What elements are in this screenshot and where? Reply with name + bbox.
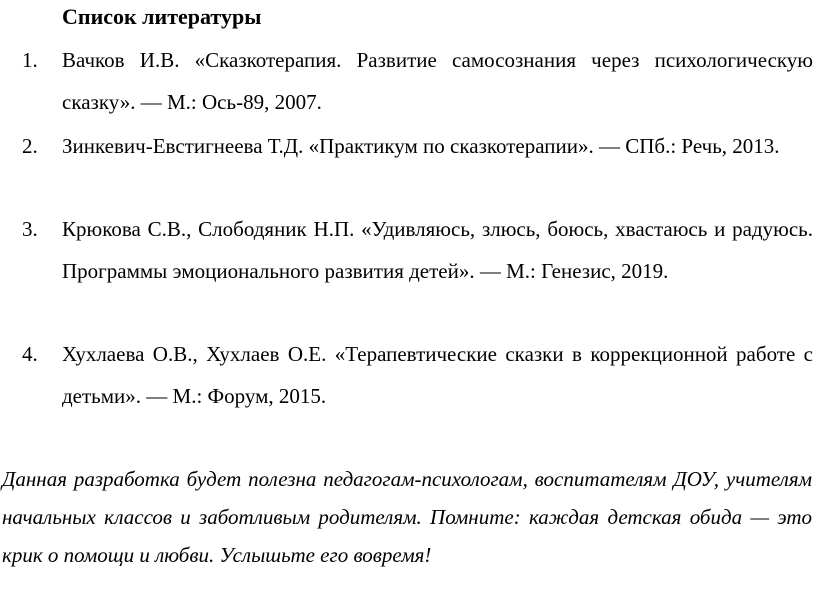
reference-number: 1. (22, 48, 38, 72)
reference-text: Вачков И.В. «Сказкотерапия. Развитие самосознания через психологическую сказку». — М.: Ось-89, 2007. (62, 48, 813, 114)
reference-text: Крюкова С.В., Слободяник Н.П. «Удивляюсь, злюсь, боюсь, хвастаюсь и радуюсь. Программы эмоционального развития детей». — М.: Генезис, 2019. (62, 217, 813, 283)
reference-text: Хухлаева О.В., Хухлаев О.Е. «Терапевтические сказки в коррекционной работе с детьми». — М.: Форум, 2015. (62, 342, 813, 408)
reference-number: 2. (22, 134, 38, 158)
closing-note: Данная разработка будет полезна педагогам-психологам, воспитателям ДОУ, учителям начальных классов и заботливым родителям. Помните: каждая детская обида — это крик о помощи и любви. Услышьте его вовремя! (2, 467, 812, 567)
bibliography-heading: Список литературы (62, 4, 262, 29)
reference-number: 3. (22, 217, 38, 241)
reference-number: 4. (22, 342, 38, 366)
reference-text: Зинкевич-Евстигнеева Т.Д. «Практикум по сказкотерапии». — СПб.: Речь, 2013. (62, 134, 780, 158)
